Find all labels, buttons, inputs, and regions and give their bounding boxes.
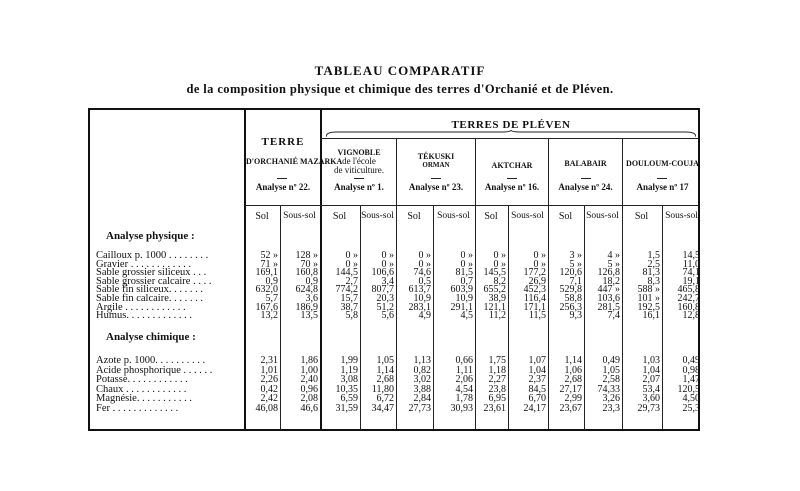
table-cell: 126,8 bbox=[597, 267, 620, 279]
sous-sol-header: Sous-sol bbox=[586, 211, 619, 221]
table-cell: 0 » bbox=[381, 258, 394, 270]
table-cell: 6,95 bbox=[488, 393, 506, 404]
aktchar-analyse: Analyse nº 16. bbox=[484, 182, 540, 192]
table-cell: 11,0 bbox=[682, 258, 700, 270]
table-cell: 71 » bbox=[260, 258, 278, 270]
douloum-analyse: Analyse nº 17 bbox=[636, 182, 689, 192]
table-cell: 106,6 bbox=[371, 267, 394, 279]
section-chimique: Analyse chimique : bbox=[106, 331, 196, 343]
header-dash bbox=[354, 178, 364, 179]
table-cell: 7,1 bbox=[569, 275, 582, 287]
table-cell: 0 » bbox=[533, 258, 546, 270]
table-cell: 3,26 bbox=[602, 393, 620, 404]
sol-header: Sol bbox=[332, 211, 347, 222]
table-cell: 34,47 bbox=[371, 402, 394, 414]
table-cell: 18,2 bbox=[602, 275, 620, 287]
table-cell: 807,7 bbox=[371, 284, 394, 296]
table-cell: 38,7 bbox=[340, 301, 358, 313]
table-cell: 0,9 bbox=[265, 275, 278, 287]
vignoble-header-l1: VIGNOBLE bbox=[337, 148, 381, 157]
table-cell: 11,5 bbox=[528, 310, 546, 322]
table-cell: 283,1 bbox=[408, 301, 431, 313]
table-cell: 74,33 bbox=[597, 383, 620, 395]
row-label: Cailloux p. 1000 . . . . . . . . bbox=[96, 250, 209, 261]
table-cell: 1,14 bbox=[564, 355, 582, 366]
table-cell: 0 » bbox=[345, 258, 358, 270]
table-cell: 128 » bbox=[295, 250, 318, 261]
table-cell: 120,5 bbox=[677, 383, 700, 395]
table-cell: 23,61 bbox=[483, 402, 506, 414]
table-cell: 29,73 bbox=[637, 402, 660, 414]
table-cell: 603,9 bbox=[450, 284, 473, 296]
table-cell: 0 » bbox=[460, 258, 473, 270]
table-cell: 27,73 bbox=[408, 402, 431, 414]
section-physique: Analyse physique : bbox=[106, 230, 195, 242]
table-cell: 2,27 bbox=[488, 374, 506, 385]
header-dash bbox=[277, 178, 287, 179]
terre-header: TERRE bbox=[261, 136, 305, 148]
table-cell: 11,80 bbox=[371, 383, 394, 395]
analyse-rule bbox=[244, 205, 698, 206]
table-cell: 0 » bbox=[381, 250, 394, 261]
table-cell: 0,49 bbox=[682, 355, 700, 366]
table-cell: 4,9 bbox=[418, 310, 431, 322]
table-cell: 116,4 bbox=[523, 293, 546, 304]
table-cell: 0,42 bbox=[260, 383, 278, 395]
orchanie-header: D'ORCHANIÉ MAZARKA bbox=[246, 157, 343, 166]
table-cell: 1,00 bbox=[300, 364, 318, 376]
row-label: Gravier . . . . . . . . . . . . bbox=[96, 258, 192, 270]
table-cell: 1,99 bbox=[340, 355, 358, 366]
sol-header: Sol bbox=[484, 211, 498, 222]
douloum-header: DOULOUM-COUJA bbox=[626, 159, 699, 168]
table-cell: 242,7 bbox=[677, 293, 700, 304]
table-cell: 0,49 bbox=[602, 355, 620, 366]
table-cell: 26,9 bbox=[528, 275, 546, 287]
table-cell: 84,5 bbox=[528, 383, 546, 395]
table-cell: 613,7 bbox=[408, 284, 431, 296]
table-cell: 0,96 bbox=[300, 383, 318, 395]
table-cell: 3 » bbox=[569, 250, 582, 261]
table-cell: 4,54 bbox=[455, 383, 473, 395]
table-cell: 291,1 bbox=[450, 301, 473, 313]
table-cell: 24,17 bbox=[523, 402, 546, 414]
table-cell: 1,05 bbox=[602, 364, 620, 376]
table-cell: 2,07 bbox=[642, 374, 660, 385]
vignoble-analyse: Analyse nº 1. bbox=[334, 182, 384, 192]
sol-header: Sol bbox=[634, 211, 649, 222]
table-cell: 13,5 bbox=[300, 310, 318, 322]
table-cell: 1,07 bbox=[528, 355, 546, 366]
table-cell: 3,02 bbox=[413, 374, 431, 385]
header-dash bbox=[507, 178, 517, 179]
table-cell: 5 » bbox=[569, 258, 582, 270]
tekuski-header-l2: ORMAN bbox=[422, 161, 450, 169]
table-cell: 53,4 bbox=[642, 383, 660, 395]
balabair-header: BALABAIR bbox=[564, 159, 607, 168]
table-cell: 58,8 bbox=[564, 293, 582, 304]
table-cell: 2,58 bbox=[602, 374, 620, 385]
table-cell: 11,2 bbox=[488, 310, 506, 322]
table-cell: 4 » bbox=[607, 250, 620, 261]
table-cell: 0 » bbox=[493, 258, 506, 270]
table-subtitle: de la composition physique et chimique des terres d'Orchanié et de Pléven. bbox=[186, 82, 614, 96]
table-cell: 6,59 bbox=[340, 393, 358, 404]
table-cell: 452,3 bbox=[523, 284, 546, 296]
table-cell: 74,1 bbox=[682, 267, 700, 279]
table-cell: 588 » bbox=[637, 284, 660, 296]
table-cell: 46,08 bbox=[255, 402, 278, 414]
table-cell: 1,11 bbox=[455, 364, 473, 376]
table-cell: 0,5 bbox=[418, 275, 431, 287]
table-cell: 3,60 bbox=[642, 393, 660, 404]
vignoble-header-l3: de viticulture. bbox=[334, 165, 384, 175]
table-cell: 160,8 bbox=[677, 301, 700, 313]
table-cell: 2,68 bbox=[564, 374, 582, 385]
table-cell: 1,75 bbox=[488, 355, 506, 366]
table-title: TABLEAU COMPARATIF bbox=[314, 63, 486, 78]
table-cell: 25,3 bbox=[682, 402, 700, 414]
brace-icon bbox=[326, 130, 696, 138]
table-cell: 0,82 bbox=[413, 364, 431, 376]
table-cell: 120,6 bbox=[559, 267, 582, 279]
table-cell: 8,3 bbox=[647, 275, 660, 287]
table-cell: 1,01 bbox=[260, 364, 278, 376]
aktchar-header: AKTCHAR bbox=[491, 161, 533, 170]
table-cell: 0 » bbox=[493, 250, 506, 261]
table-cell: 171,1 bbox=[523, 301, 546, 313]
table-cell: 1,78 bbox=[455, 393, 473, 404]
table-cell: 81,5 bbox=[455, 267, 473, 279]
table-cell: 1,04 bbox=[642, 364, 660, 376]
table-cell: 774,2 bbox=[335, 284, 358, 296]
row-label: Sable grossier siliceux . . . bbox=[96, 267, 207, 279]
table-cell: 0 » bbox=[460, 250, 473, 261]
balabair-analyse: Analyse nº 24. bbox=[558, 182, 613, 192]
table-cell: 20,3 bbox=[376, 293, 394, 304]
table-cell: 52 » bbox=[260, 250, 278, 261]
row-label: Sable fin calcaire. . . . . . . bbox=[96, 293, 203, 304]
row-label: Acide phosphorique . . . . . . bbox=[96, 364, 213, 376]
header-dash bbox=[581, 178, 591, 179]
table-cell: 0,98 bbox=[682, 364, 700, 376]
table-cell: 0 » bbox=[418, 258, 431, 270]
table-cell: 0,66 bbox=[455, 355, 473, 366]
table-cell: 2,26 bbox=[260, 374, 278, 385]
table-cell: 0 » bbox=[418, 250, 431, 261]
row-label: Potasse. . . . . . . . . . . . bbox=[96, 374, 188, 385]
table-cell: 3,6 bbox=[305, 293, 318, 304]
table-cell: 23,3 bbox=[602, 402, 620, 414]
table-cell: 81,3 bbox=[642, 267, 660, 279]
table-cell: 1,18 bbox=[488, 364, 506, 376]
table-cell: 2,99 bbox=[564, 393, 582, 404]
table-cell: 121,1 bbox=[483, 301, 506, 313]
table-cell: 6,72 bbox=[376, 393, 394, 404]
sous-sol-header: Sous-sol bbox=[511, 211, 544, 221]
table-cell: 1,04 bbox=[528, 364, 546, 376]
sous-sol-header: Sous-sol bbox=[665, 211, 698, 221]
table-cell: 3,08 bbox=[340, 374, 358, 385]
table-cell: 655,2 bbox=[483, 284, 506, 296]
table-cell: 38,9 bbox=[488, 293, 506, 304]
table-cell: 0,7 bbox=[460, 275, 473, 287]
table-cell: 2,40 bbox=[300, 374, 318, 385]
table-cell: 4,5 bbox=[460, 310, 473, 322]
table-cell: 0 » bbox=[345, 250, 358, 261]
table-cell: 1,5 bbox=[647, 250, 660, 261]
row-label: Humus. . . . . . . . . . . . . bbox=[96, 310, 192, 322]
table-cell: 281,5 bbox=[597, 301, 620, 313]
pleven-header-rule bbox=[320, 138, 698, 139]
table-cell: 9,3 bbox=[569, 310, 582, 322]
table-cell: 16,1 bbox=[642, 310, 660, 322]
table-cell: 23,67 bbox=[559, 402, 582, 414]
table-cell: 46,6 bbox=[300, 402, 318, 414]
table-cell: 186,9 bbox=[295, 301, 318, 313]
table-cell: 101 » bbox=[637, 293, 660, 304]
terres-pleven-header: TERRES DE PLÉVEN bbox=[451, 119, 571, 131]
table-cell: 23,8 bbox=[488, 383, 506, 395]
table-cell: 30,93 bbox=[450, 402, 473, 414]
table-cell: 74,6 bbox=[413, 267, 431, 279]
row-label: Fer . . . . . . . . . . . . . bbox=[96, 402, 179, 414]
table-cell: 14,5 bbox=[682, 250, 700, 261]
table-cell: 2,84 bbox=[413, 393, 431, 404]
table-cell: 3,88 bbox=[413, 383, 431, 395]
table-cell: 1,05 bbox=[376, 355, 394, 366]
table-cell: 624,8 bbox=[295, 284, 318, 296]
table-cell: 1,03 bbox=[642, 355, 660, 366]
table-cell: 103,6 bbox=[597, 293, 620, 304]
sous-sol-header: Sous-sol bbox=[437, 211, 470, 221]
table-cell: 5,8 bbox=[345, 310, 358, 322]
table-cell: 2,31 bbox=[260, 355, 278, 366]
table-cell: 1,06 bbox=[564, 364, 582, 376]
table-cell: 2,5 bbox=[647, 258, 660, 270]
table-cell: 1,19 bbox=[340, 364, 358, 376]
sous-sol-header: Sous-sol bbox=[283, 211, 316, 221]
header-dash bbox=[657, 178, 667, 179]
table-cell: 167,6 bbox=[255, 301, 278, 313]
tekuski-analyse: Analyse nº 23. bbox=[408, 182, 464, 192]
row-label: Magnésie. . . . . . . . . . . bbox=[96, 393, 192, 404]
table-cell: 177,2 bbox=[523, 267, 546, 279]
table-cell: 169,1 bbox=[255, 267, 278, 279]
orchanie-analyse: Analyse nº 22. bbox=[255, 182, 311, 192]
table-cell: 3,4 bbox=[381, 275, 394, 287]
table-cell: 10,9 bbox=[413, 293, 431, 304]
table-cell: 1,86 bbox=[300, 355, 318, 366]
table-cell: 632,0 bbox=[255, 284, 278, 296]
table-cell: 15,7 bbox=[340, 293, 358, 304]
row-label: Argile . . . . . . . . . . . . bbox=[96, 301, 186, 313]
table-cell: 529,8 bbox=[559, 284, 582, 296]
table-cell: 0,9 bbox=[305, 275, 318, 287]
table-cell: 6,70 bbox=[528, 393, 546, 404]
row-label: Sable fin siliceux. . . . . . . bbox=[96, 284, 204, 296]
table-cell: 465,8 bbox=[677, 284, 700, 296]
table-cell: 2,7 bbox=[345, 275, 358, 287]
table-cell: 4,50 bbox=[682, 393, 700, 404]
table-cell: 27,17 bbox=[559, 383, 582, 395]
table-cell: 7,4 bbox=[607, 310, 620, 322]
table-cell: 2,06 bbox=[455, 374, 473, 385]
table-cell: 256,3 bbox=[559, 301, 582, 313]
table-cell: 8,2 bbox=[493, 275, 506, 287]
table-cell: 1,47 bbox=[682, 374, 700, 385]
table-cell: 19,1 bbox=[682, 275, 700, 287]
table-cell: 5,7 bbox=[265, 293, 278, 304]
table-cell: 5 » bbox=[607, 258, 620, 270]
sol-header: Sol bbox=[407, 211, 421, 222]
table-cell: 192,5 bbox=[637, 301, 660, 313]
table-cell: 144,5 bbox=[335, 267, 358, 279]
row-label: Azote p. 1000. . . . . . . . . . bbox=[96, 355, 206, 366]
table-cell: 0 » bbox=[533, 250, 546, 261]
table-cell: 13,2 bbox=[260, 310, 278, 322]
table-cell: 2,68 bbox=[376, 374, 394, 385]
table-cell: 160,8 bbox=[295, 267, 318, 279]
table-cell: 1,13 bbox=[413, 355, 431, 366]
sol-header: Sol bbox=[255, 211, 269, 222]
header-dash bbox=[431, 178, 441, 179]
row-label: Sable grossier calcaire . . . . bbox=[96, 275, 212, 287]
table-cell: 51,2 bbox=[376, 301, 394, 313]
table-cell: 1,14 bbox=[376, 364, 394, 376]
row-label: Chaux . . . . . . . . . . . . bbox=[96, 383, 187, 395]
table-cell: 5,6 bbox=[381, 310, 394, 322]
sous-sol-header: Sous-sol bbox=[361, 211, 394, 221]
table-cell: 447 » bbox=[597, 284, 620, 296]
vignoble-header-l2: de l'école bbox=[342, 156, 376, 166]
table-cell: 70 » bbox=[300, 258, 318, 270]
table-cell: 145,5 bbox=[483, 267, 506, 279]
table-cell: 2,42 bbox=[260, 393, 278, 404]
comparative-table bbox=[88, 108, 700, 431]
table-cell: 10,9 bbox=[455, 293, 473, 304]
table-cell: 10,35 bbox=[335, 383, 358, 395]
sol-header: Sol bbox=[558, 211, 573, 222]
table-cell: 31,59 bbox=[335, 402, 358, 414]
table-cell: 2,08 bbox=[300, 393, 318, 404]
table-cell: 2,37 bbox=[528, 374, 546, 385]
table-cell: 12,8 bbox=[682, 310, 700, 322]
tekuski-header-l1: TÉKUSKI bbox=[417, 152, 455, 161]
